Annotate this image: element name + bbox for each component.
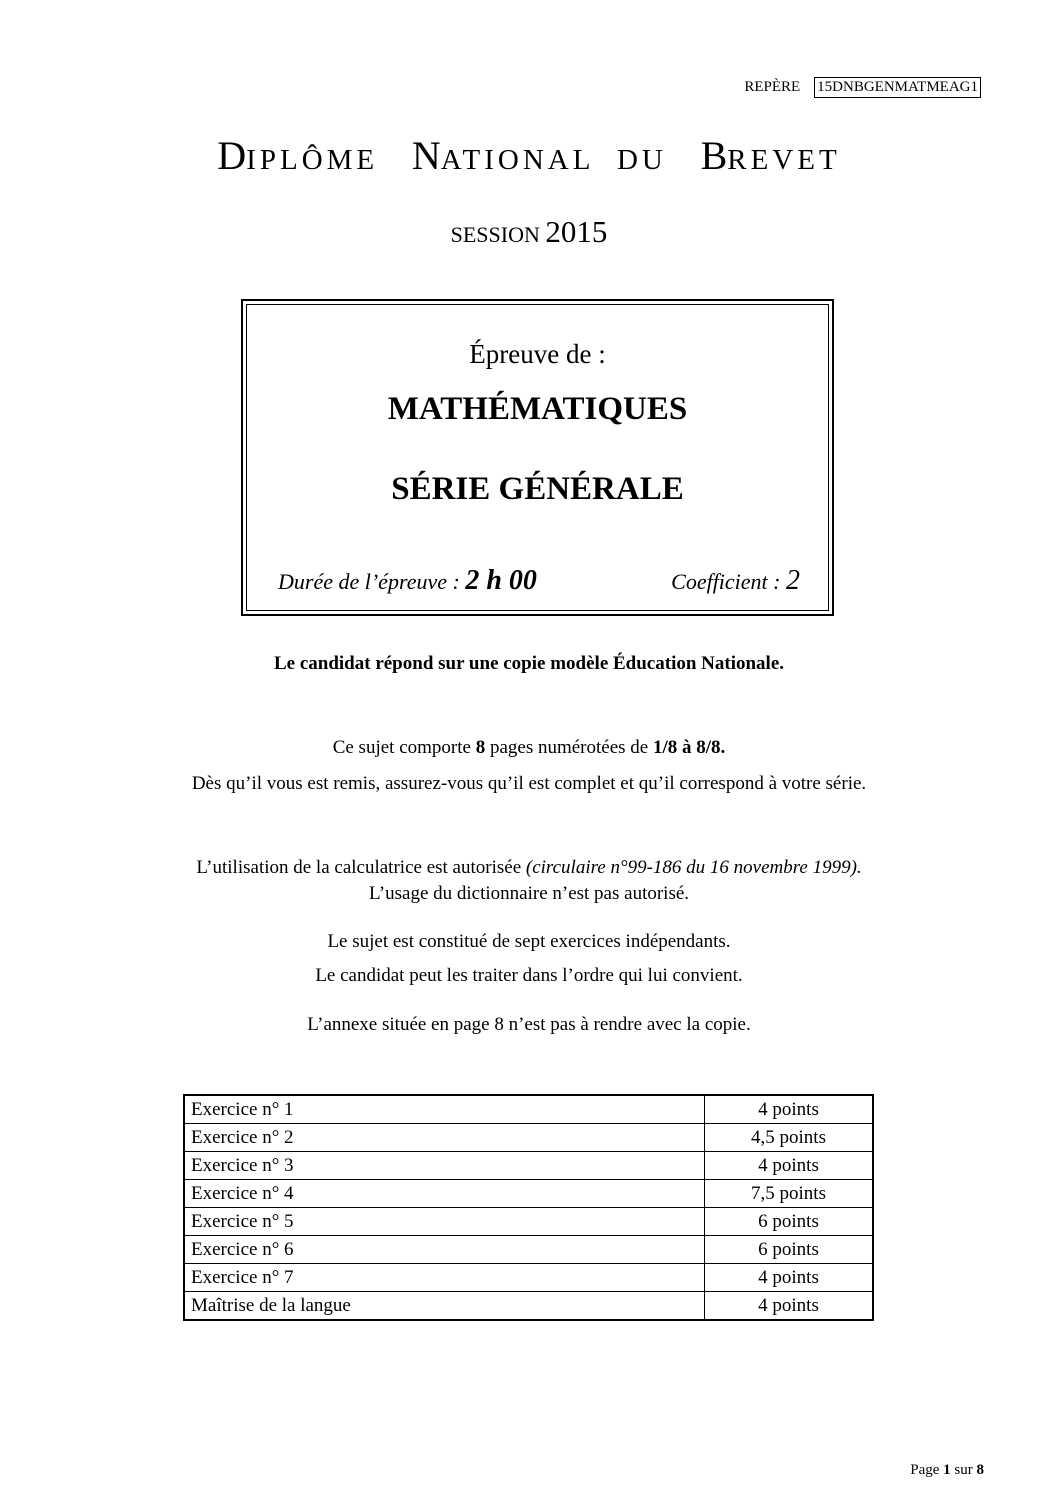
table-row	[184, 1236, 873, 1264]
repere-code: 15DNBGENMATMEAG1	[814, 77, 981, 98]
session-label: SESSION	[450, 222, 540, 247]
pages-instruction: Ce sujet comporte 8 pages numérotées de 1/8 à 8/8.	[332, 737, 726, 758]
complet-instruction: Dès qu’il vous est remis, assurez-vous qu’il est complet et qu’il correspond à votre série.	[191, 773, 867, 794]
document-title	[0, 132, 1058, 179]
exercise-label: Exercice n° 6	[184, 1236, 705, 1264]
coefficient-label: Coefficient :	[671, 569, 781, 594]
exercise-points: 4 points	[705, 1264, 874, 1292]
session-year: 2015	[545, 214, 608, 249]
exercise-points: 6 points	[705, 1236, 874, 1264]
epreuve-box-inner	[246, 304, 829, 611]
epreuve-label: Épreuve de :	[469, 339, 606, 369]
exercise-label: Exercice n° 3	[184, 1152, 705, 1180]
coefficient-value: 2	[786, 565, 800, 596]
matiere-title: MATHÉMATIQUES	[387, 391, 688, 427]
dictionnaire-instruction: L’usage du dictionnaire n’est pas autorisé.	[368, 883, 690, 904]
exercise-label: Exercice n° 7	[184, 1264, 705, 1292]
exercise-points: 7,5 points	[705, 1180, 874, 1208]
exercise-label: Exercice n° 5	[184, 1208, 705, 1236]
exercise-label: Exercice n° 1	[184, 1095, 705, 1124]
bareme-table	[183, 1094, 874, 1321]
duree-line	[278, 565, 537, 597]
exercise-points: 4 points	[705, 1152, 874, 1180]
exercise-label: Exercice n° 4	[184, 1180, 705, 1208]
exercise-points: 4 points	[705, 1095, 874, 1124]
table-row	[184, 1264, 873, 1292]
ordre-instruction: Le candidat peut les traiter dans l’ordre qui lui convient.	[315, 965, 743, 986]
table-row	[184, 1292, 873, 1321]
coefficient-line	[671, 565, 800, 597]
table-row	[184, 1152, 873, 1180]
repere-header	[744, 77, 981, 98]
repere-label: REPÈRE	[744, 79, 801, 95]
duree-value: 2 h 00	[465, 565, 537, 596]
exercise-label: Maîtrise de la langue	[184, 1292, 705, 1321]
table-row	[184, 1208, 873, 1236]
table-row	[184, 1095, 873, 1124]
exercise-label: Exercice n° 2	[184, 1124, 705, 1152]
copie-instruction: Le candidat répond sur une copie modèle Éducation Nationale.	[273, 653, 785, 674]
exercise-points: 4,5 points	[705, 1124, 874, 1152]
title-word: BREVET	[700, 133, 841, 178]
duree-label: Durée de l’épreuve :	[278, 569, 460, 594]
table-row	[184, 1180, 873, 1208]
page-number: Page 1 sur 8	[910, 1462, 984, 1478]
epreuve-box	[241, 299, 834, 616]
table-row	[184, 1124, 873, 1152]
exercise-points: 6 points	[705, 1208, 874, 1236]
exercise-points: 4 points	[705, 1292, 874, 1321]
calculatrice-instruction: L’utilisation de la calculatrice est autorisée (circulaire n°99-186 du 16 novembre 1999).	[196, 857, 862, 878]
title-word: DIPLÔME	[217, 133, 379, 178]
session-line	[0, 214, 1058, 250]
title-word: NATIONAL	[411, 133, 595, 178]
sujet-instruction: Le sujet est constitué de sept exercices indépendants.	[327, 931, 731, 952]
title-word: DU	[616, 144, 667, 176]
serie-title: SÉRIE GÉNÉRALE	[391, 471, 684, 507]
annexe-instruction: L’annexe située en page 8 n’est pas à rendre avec la copie.	[307, 1014, 751, 1035]
